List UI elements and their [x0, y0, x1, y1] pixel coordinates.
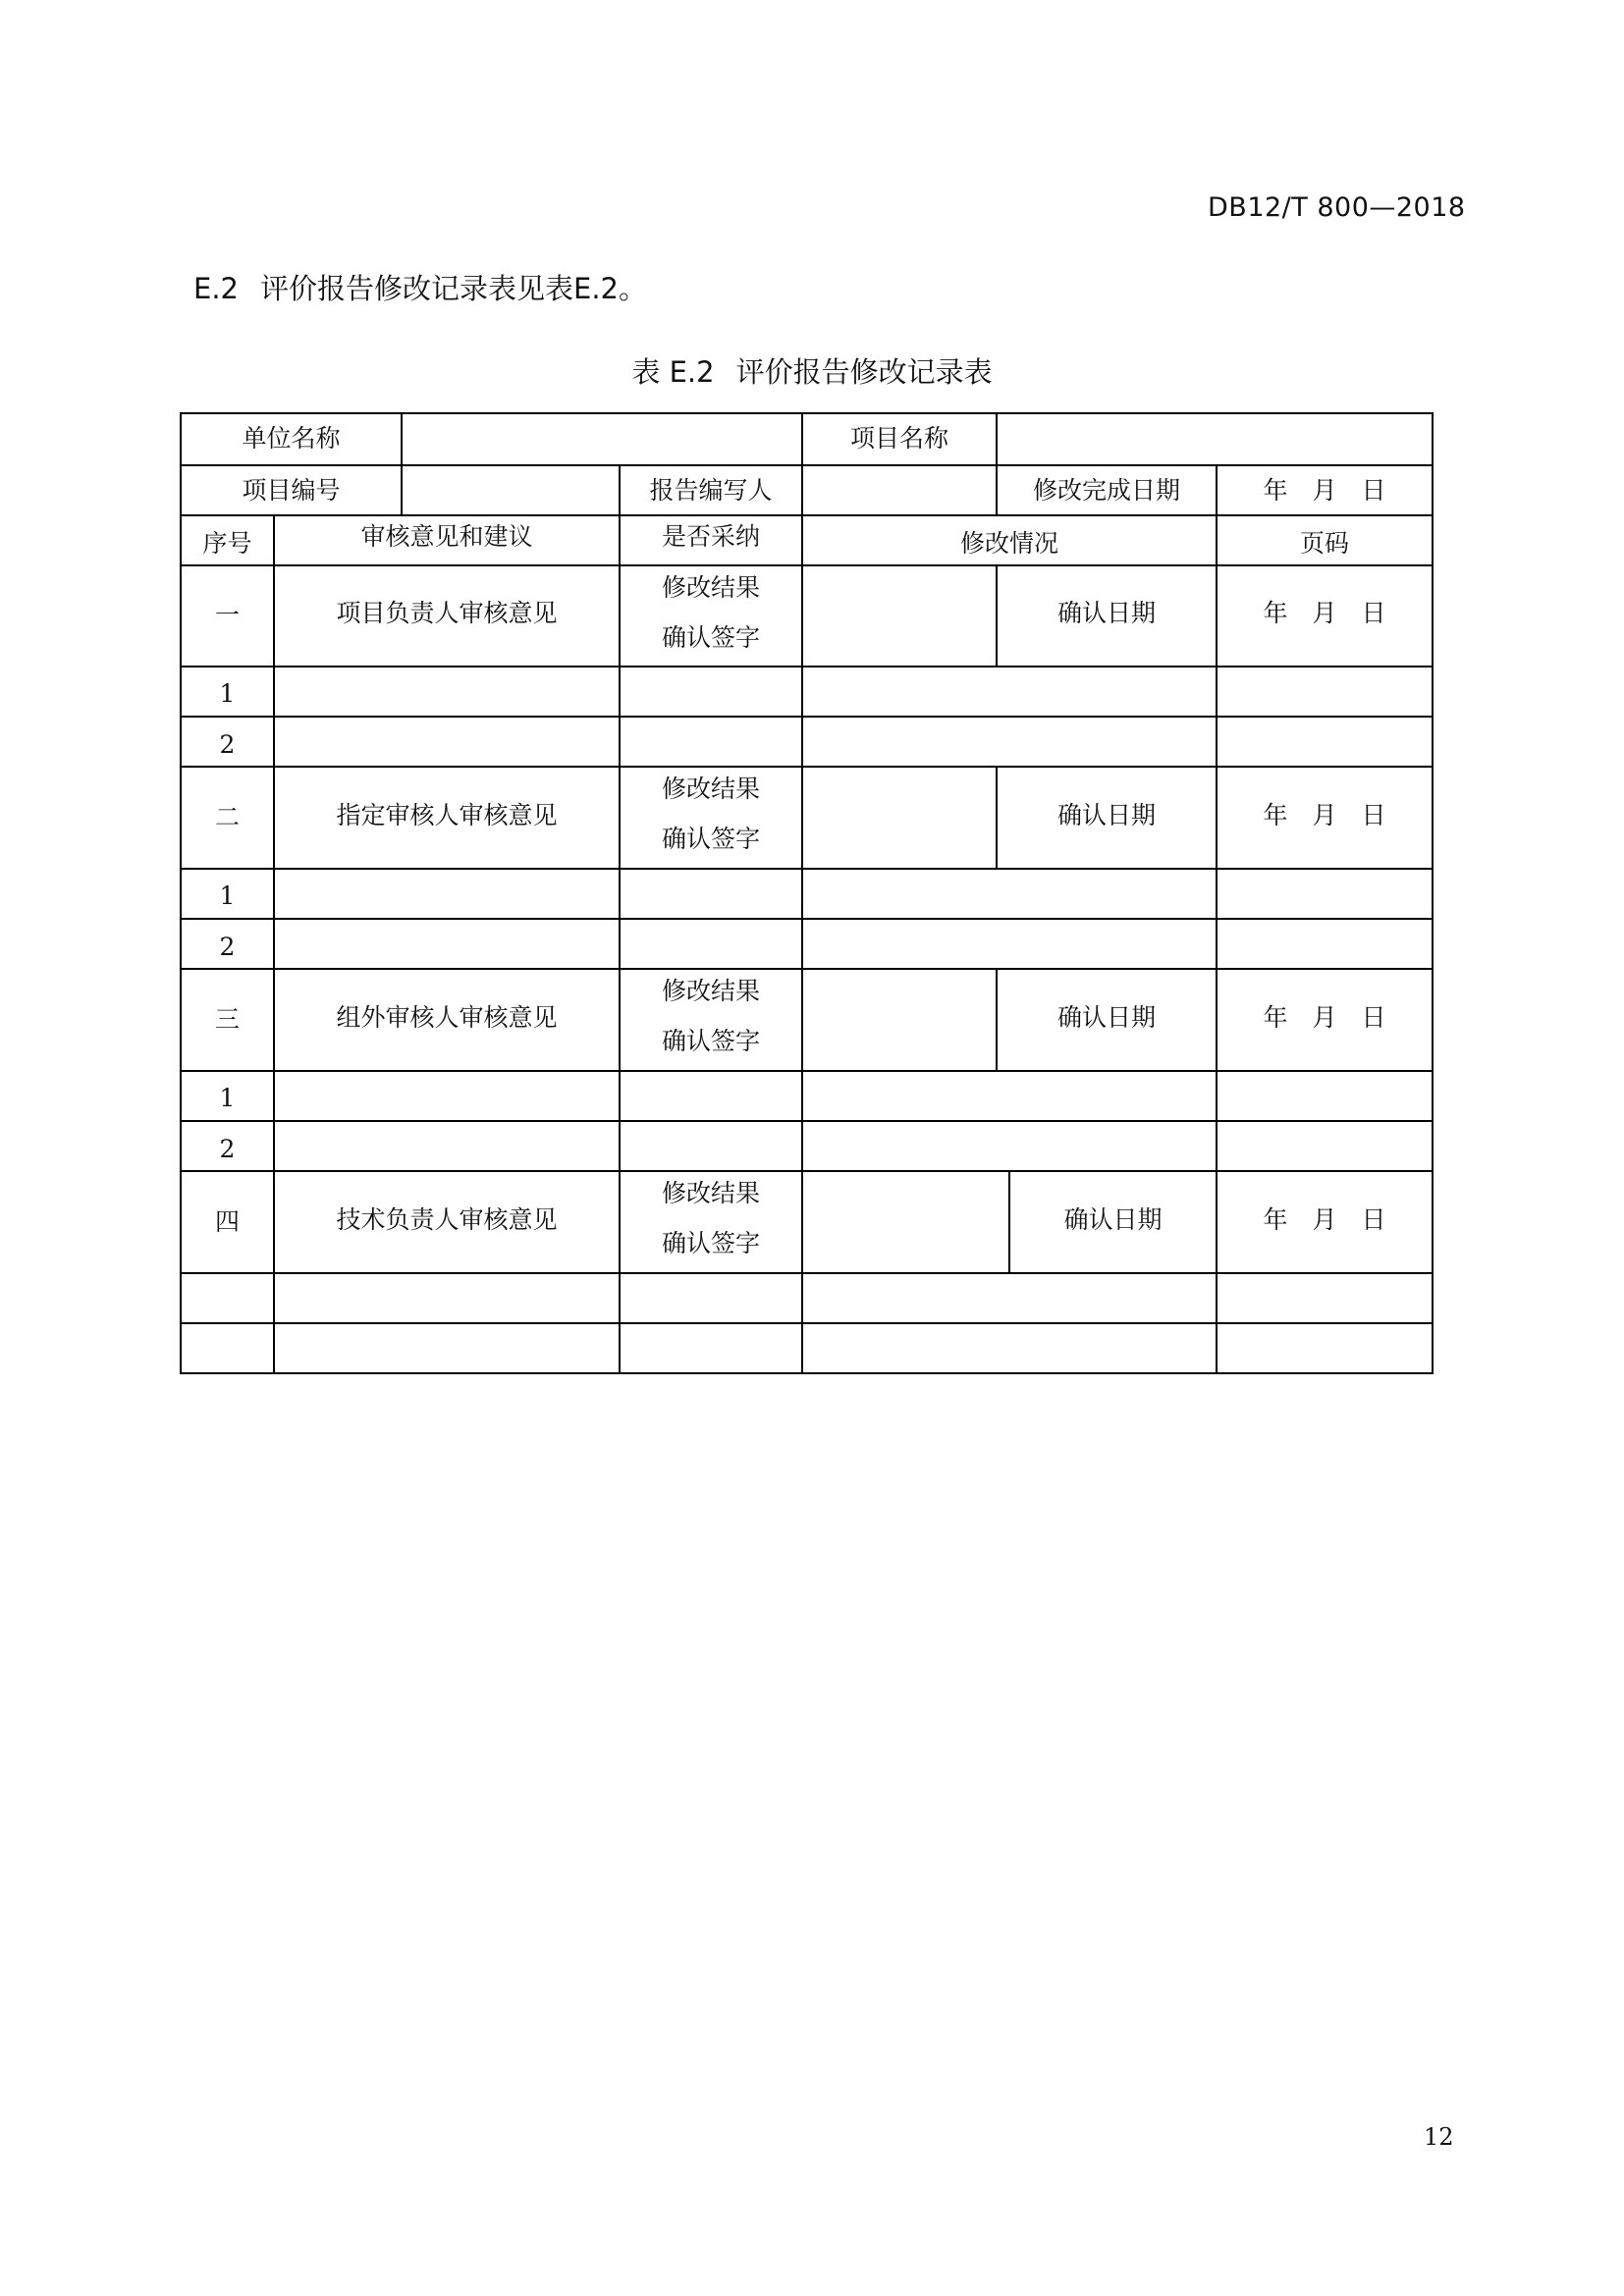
row-seq: 1 [219, 1084, 236, 1112]
row-seq: 1 [219, 679, 236, 708]
row-divider [182, 716, 1432, 718]
table-caption-number: 表 E.2 [631, 355, 715, 389]
revision-date-label: 修改完成日期 [1032, 476, 1180, 505]
group-title: 组外审核人审核意见 [336, 1003, 558, 1032]
row-divider [182, 918, 1432, 920]
revision-result-label: 修改结果 [661, 977, 760, 1005]
group-seq: 一 [214, 601, 240, 629]
confirm-sign-label: 确认签字 [661, 623, 760, 652]
group-seq: 二 [214, 803, 240, 831]
report-writer-label: 报告编写人 [649, 476, 773, 505]
table-caption [0, 350, 1624, 391]
page-header: 页码 [1299, 529, 1349, 558]
group-title: 项目负责人审核意见 [336, 599, 558, 627]
seq-header: 序号 [202, 529, 252, 558]
row-seq: 1 [219, 881, 236, 910]
opinion-header: 审核意见和建议 [360, 522, 533, 551]
row-divider [182, 514, 1432, 516]
sign-field[interactable] [803, 564, 996, 666]
confirm-sign-label: 确认签字 [661, 1229, 760, 1257]
project-name-label: 项目名称 [849, 424, 948, 453]
row-seq: 2 [219, 730, 236, 759]
unit-name-value[interactable] [403, 414, 801, 464]
section-text: 评价报告修改记录表见表E.2。 [260, 272, 647, 305]
row-divider [182, 1272, 1432, 1274]
revision-header: 修改情况 [959, 529, 1058, 558]
row-divider [182, 1322, 1432, 1324]
row-seq: 2 [219, 1135, 236, 1163]
section-number: E.2 [193, 272, 239, 305]
confirm-date-value[interactable]: 年 月 日 [1263, 801, 1386, 829]
group-seq: 三 [214, 1005, 240, 1034]
confirm-date-label: 确认日期 [1056, 1003, 1156, 1032]
sign-field[interactable] [803, 968, 996, 1070]
confirm-date-label: 确认日期 [1056, 801, 1156, 829]
confirm-date-value[interactable]: 年 月 日 [1263, 1003, 1386, 1032]
revision-result-label: 修改结果 [661, 1179, 760, 1207]
sign-field[interactable] [803, 766, 996, 868]
col-divider [273, 514, 275, 1374]
confirm-date-value[interactable]: 年 月 日 [1263, 1205, 1386, 1234]
group-title: 技术负责人审核意见 [336, 1205, 558, 1234]
sign-field[interactable] [803, 1170, 1008, 1272]
report-writer-value[interactable] [803, 464, 996, 514]
group-seq: 四 [214, 1207, 240, 1236]
revision-record-table [180, 412, 1434, 1374]
unit-name-label: 单位名称 [242, 424, 341, 453]
row-divider [182, 1120, 1432, 1122]
revision-date-value[interactable]: 年 月 日 [1263, 476, 1386, 505]
project-name-value[interactable] [998, 414, 1432, 464]
row-divider [182, 868, 1432, 870]
revision-result-label: 修改结果 [661, 774, 760, 803]
project-no-label: 项目编号 [242, 476, 341, 505]
project-no-value[interactable] [403, 464, 619, 514]
confirm-sign-label: 确认签字 [661, 1027, 760, 1055]
revision-result-label: 修改结果 [661, 573, 760, 602]
row-seq: 2 [219, 933, 236, 961]
col-divider [1216, 514, 1218, 1374]
group-title: 指定审核人审核意见 [336, 801, 558, 829]
confirm-date-value[interactable]: 年 月 日 [1263, 599, 1386, 627]
page-number: 12 [1424, 2123, 1454, 2151]
confirm-date-label: 确认日期 [1056, 599, 1156, 627]
table-caption-text: 评价报告修改记录表 [735, 355, 993, 389]
confirm-sign-label: 确认签字 [661, 825, 760, 853]
doc-code: DB12/T 800—2018 [1208, 192, 1466, 223]
section-line [193, 267, 647, 307]
adopted-header: 是否采纳 [661, 522, 760, 551]
row-divider [182, 1070, 1432, 1072]
row-divider [182, 666, 1432, 667]
confirm-date-label: 确认日期 [1063, 1205, 1163, 1234]
